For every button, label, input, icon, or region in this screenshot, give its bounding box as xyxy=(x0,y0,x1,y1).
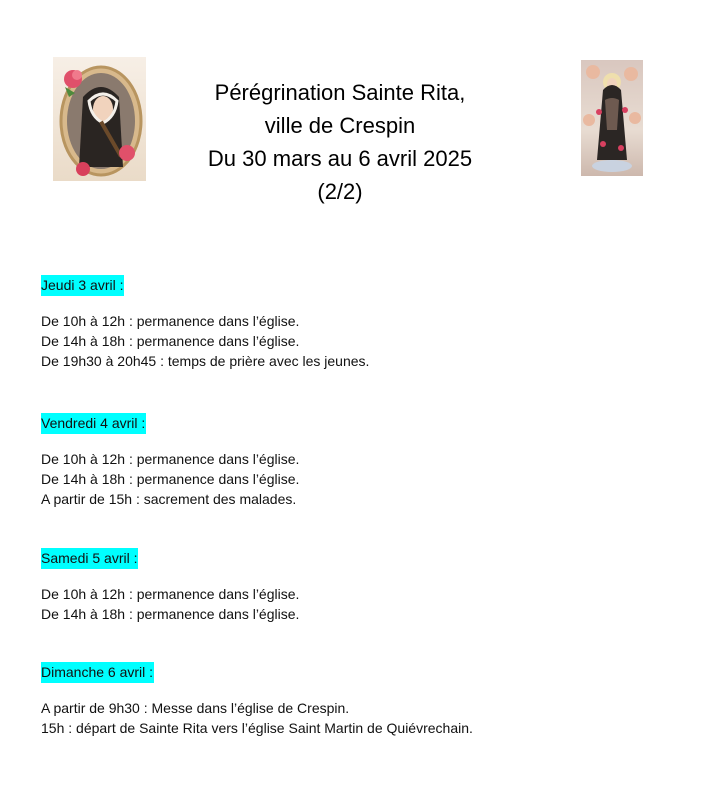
day-section-dimanche xyxy=(41,662,473,738)
day-label-samedi: Samedi 5 avril : xyxy=(41,548,138,569)
schedule-item: De 10h à 12h : permanence dans l’église. xyxy=(41,313,300,329)
schedule-list-samedi xyxy=(41,584,299,624)
day-label-jeudi: Jeudi 3 avril : xyxy=(41,275,124,296)
page-title xyxy=(150,76,530,208)
schedule-item: De 10h à 12h : permanence dans l’église. xyxy=(41,451,300,467)
title-line-4: (2/2) xyxy=(317,179,363,204)
day-label-vendredi: Vendredi 4 avril : xyxy=(41,413,146,434)
schedule-item: De 10h à 12h : permanence dans l’église. xyxy=(41,586,300,602)
day-section-samedi xyxy=(41,548,299,624)
day-label-dimanche: Dimanche 6 avril : xyxy=(41,662,154,683)
schedule-list-vendredi xyxy=(41,449,299,509)
schedule-item: De 14h à 18h : permanence dans l’église. xyxy=(41,606,300,622)
title-line-1: Pérégrination Sainte Rita, xyxy=(214,80,466,105)
day-section-jeudi xyxy=(41,275,369,371)
schedule-list-dimanche xyxy=(41,698,473,738)
title-line-2: ville de Crespin xyxy=(264,113,416,138)
title-line-3: Du 30 mars au 6 avril 2025 xyxy=(207,146,473,171)
schedule-item: A partir de 15h : sacrement des malades. xyxy=(41,491,297,507)
sainte-rita-cherubs-image xyxy=(581,60,643,176)
schedule-item: De 19h30 à 20h45 : temps de prière avec les jeunes. xyxy=(41,353,370,369)
schedule-item: 15h : départ de Sainte Rita vers l’église Saint Martin de Quiévrechain. xyxy=(41,720,473,736)
sainte-rita-portrait-image xyxy=(53,57,146,181)
day-section-vendredi xyxy=(41,413,299,509)
schedule-item: De 14h à 18h : permanence dans l’église. xyxy=(41,471,300,487)
schedule-list-jeudi xyxy=(41,311,369,371)
schedule-item: De 14h à 18h : permanence dans l’église. xyxy=(41,333,300,349)
schedule-item: A partir de 9h30 : Messe dans l’église de Crespin. xyxy=(41,700,350,716)
